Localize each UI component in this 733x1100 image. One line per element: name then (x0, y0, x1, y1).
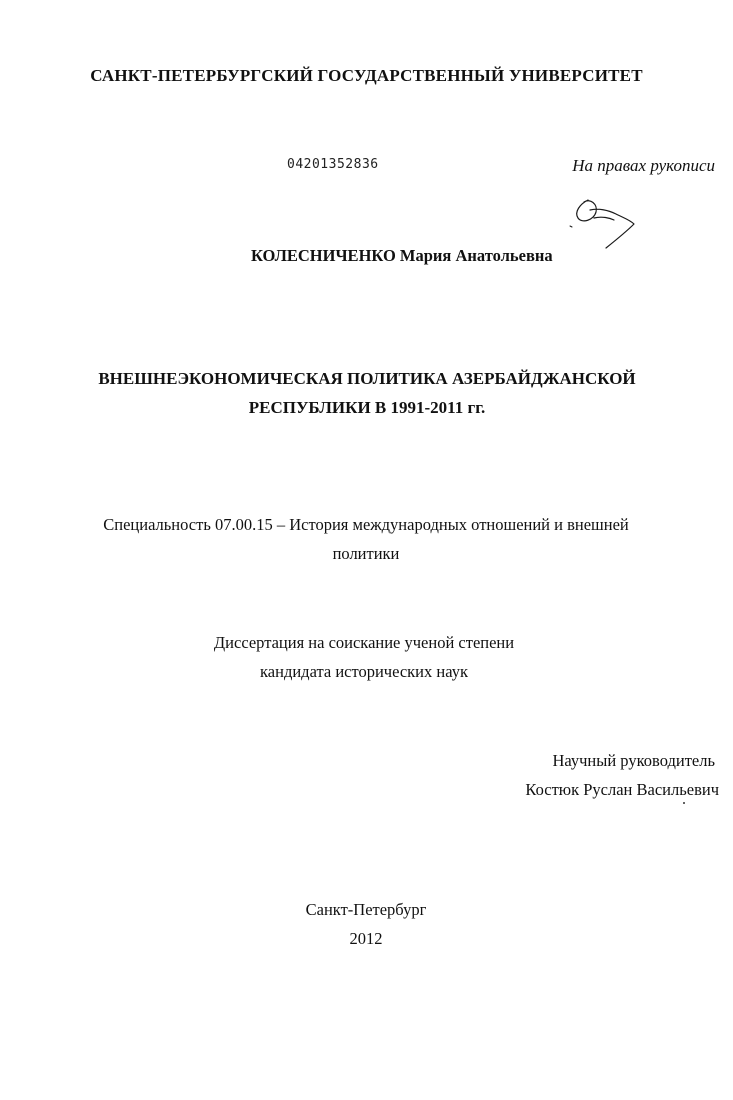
specialty-line-1: Специальность 07.00.15 – История международных отношений и внешней (103, 515, 629, 534)
title-line-1: ВНЕШНЕЭКОНОМИЧЕСКАЯ ПОЛИТИКА АЗЕРБАЙДЖАНСКОЙ (98, 369, 636, 388)
supervisor-block (525, 746, 719, 804)
ink-dot (683, 802, 685, 804)
title-line-2: РЕСПУБЛИКИ В 1991-2011 гг. (248, 398, 486, 417)
university-name: САНКТ-ПЕТЕРБУРГСКИЙ ГОСУДАРСТВЕННЫЙ УНИВЕРСИТЕТ (90, 66, 643, 85)
year: 2012 (349, 929, 383, 948)
dissertation-title (0, 364, 733, 422)
city: Санкт-Петербург (305, 900, 427, 919)
handwritten-signature (560, 190, 650, 256)
rights-note: На правах рукописи (572, 156, 715, 175)
supervisor-role: Научный руководитель (552, 751, 715, 770)
author-name: КОЛЕСНИЧЕНКО Мария Анатольевна (251, 246, 553, 265)
degree-line-1: Диссертация на соискание ученой степени (213, 633, 515, 652)
specialty (0, 510, 733, 568)
supervisor-name: Костюк Руслан Васильевич (525, 780, 719, 799)
footer-block (0, 895, 733, 953)
degree-line-2: кандидата исторических наук (260, 662, 468, 681)
degree-statement (0, 628, 733, 686)
registration-number: 04201352836 (287, 157, 379, 172)
specialty-line-2: политики (332, 544, 400, 563)
